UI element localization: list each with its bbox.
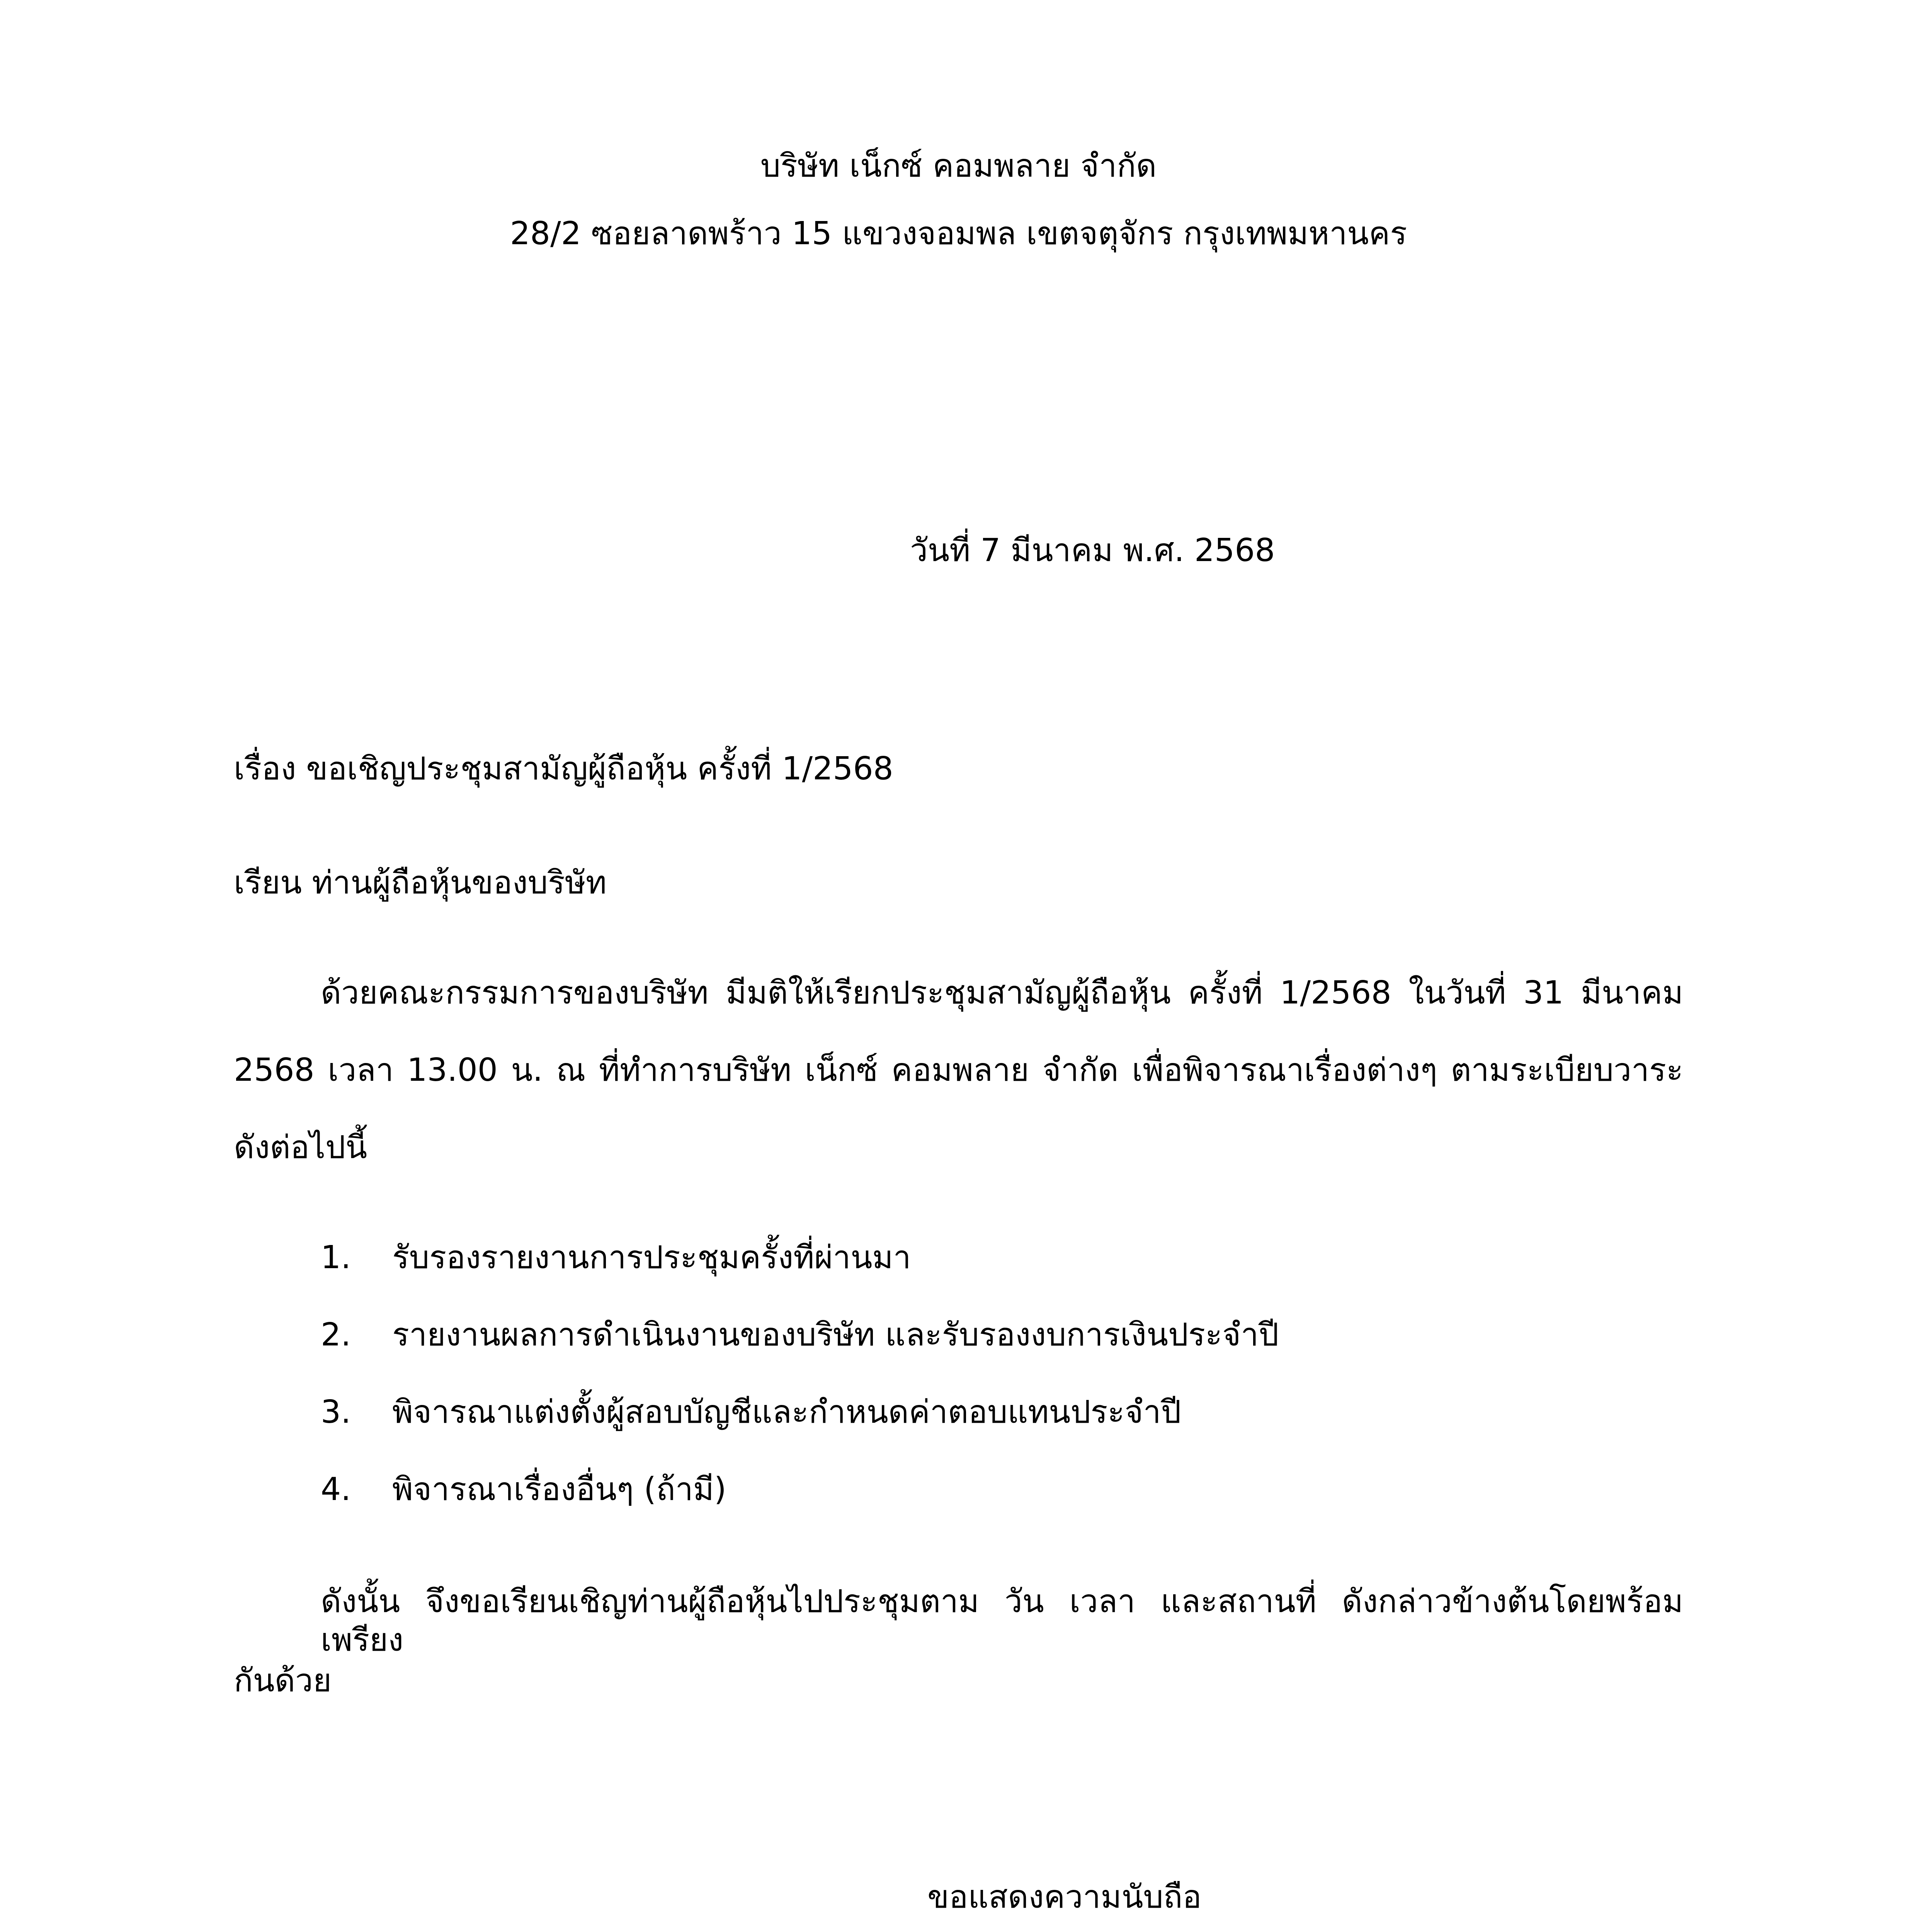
agenda-item-number: 2. xyxy=(321,1316,351,1353)
agenda-item-number: 3. xyxy=(321,1394,351,1430)
letter-date: วันที่ 7 มีนาคม พ.ศ. 2568 xyxy=(910,532,1275,569)
agenda-item-text: พิจารณาแต่งตั้งผู้สอบบัญชีและกำหนดค่าตอบแทนประจำปี xyxy=(392,1394,1181,1430)
closing-paragraph-line-2: กันด้วย xyxy=(234,1662,332,1699)
sign-off: ขอแสดงความนับถือ xyxy=(927,1879,1202,1915)
agenda-item-number: 4. xyxy=(321,1471,351,1508)
letter-salutation: เรียน ท่านผู้ถือหุ้นของบริษัท xyxy=(234,864,607,901)
body-paragraph-line-3: ดังต่อไปนี้ xyxy=(234,1129,367,1166)
agenda-item-text: รายงานผลการดำเนินงานของบริษัท และรับรองงบการเงินประจำปี xyxy=(392,1316,1279,1353)
agenda-item-number: 1. xyxy=(321,1239,351,1276)
letter-subject: เรื่อง ขอเชิญประชุมสามัญผู้ถือหุ้น ครั้งที่ 1/2568 xyxy=(234,750,893,787)
agenda-item-text: รับรองรายงานการประชุมครั้งที่ผ่านมา xyxy=(392,1239,911,1276)
body-paragraph-line-2: 2568 เวลา 13.00 น. ณ ที่ทำการบริษัท เน็กซ์ คอมพลาย จำกัด เพื่อพิจารณาเรื่องต่างๆ ตามระเบียบวาระ xyxy=(234,1052,1683,1088)
body-paragraph-line-1: ด้วยคณะกรรมการของบริษัท มีมติให้เรียกประชุมสามัญผู้ถือหุ้น ครั้งที่ 1/2568 ในวันที่ 31 มีนาคม xyxy=(321,975,1683,1011)
company-name: บริษัท เน็กซ์ คอมพลาย จำกัด xyxy=(760,148,1157,184)
company-address: 28/2 ซอยลาดพร้าว 15 แขวงจอมพล เขตจตุจักร กรุงเทพมหานคร xyxy=(510,215,1407,252)
closing-paragraph-line-1: ดังนั้น จึงขอเรียนเชิญท่านผู้ถือหุ้นไปประชุมตาม วัน เวลา และสถานที่ ดังกล่าวข้างต้นโดยพร้อมเพรียง xyxy=(321,1583,1683,1658)
agenda-item-text: พิจารณาเรื่องอื่นๆ (ถ้ามี) xyxy=(392,1471,726,1508)
